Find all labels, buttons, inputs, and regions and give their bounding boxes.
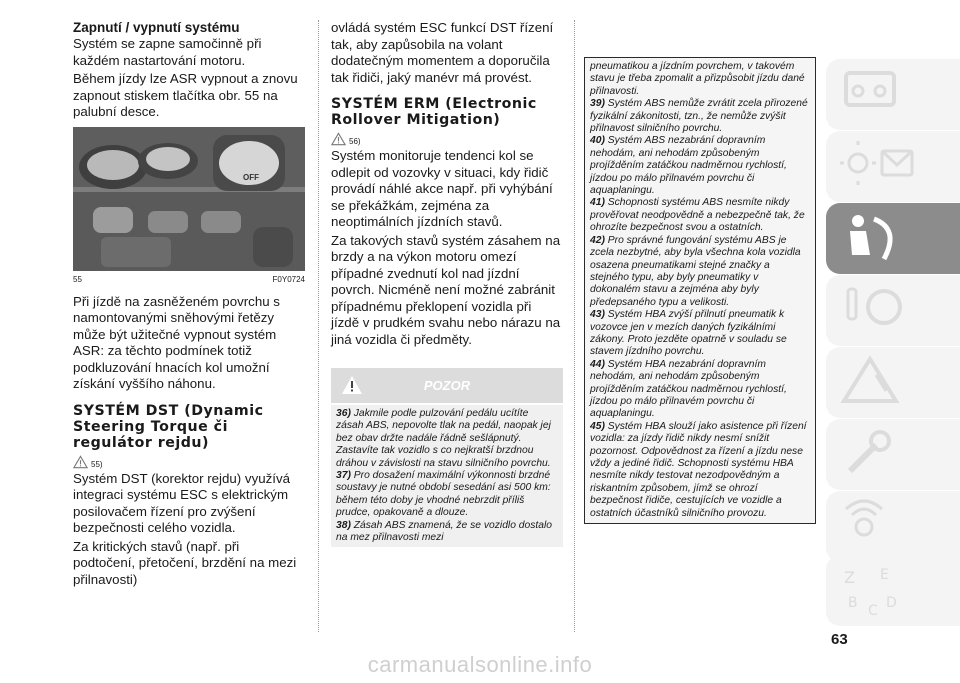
note-intro: pneumatikou a jízdním povrchem, v takovém stavu je třeba zpomalit a přizpůsobit jízdu dané přilnavosti. xyxy=(590,61,805,97)
chapter-tab-index[interactable] xyxy=(826,555,960,626)
note-number: 40) xyxy=(590,135,605,147)
warning-note xyxy=(590,309,810,359)
note-number: 36) xyxy=(336,408,351,419)
warning-note xyxy=(590,421,810,520)
svg-text:B: B xyxy=(848,595,858,611)
note-number: 43) xyxy=(590,309,605,321)
note-number: 45) xyxy=(590,420,605,432)
paragraph: Systém se zapne samočinně při každém nastartování motoru. xyxy=(73,36,262,68)
warning-note xyxy=(590,135,810,197)
section-heading: SYSTÉM DST (Dynamic Steering Torque či regulátor rejdu) xyxy=(73,402,264,451)
note-number: 41) xyxy=(590,197,605,209)
note-text: Systém ABS nezabrání dopravním nehodám, ani nehodám způsobeným projížděním zatáčkou nadměrnou rychlostí, jízdou po málo přilnavém povrchu či aquaplaningu. xyxy=(590,135,787,197)
note-text: Zásah ABS znamená, že se vozidlo dostalo na mez přilnavosti mezi xyxy=(336,519,552,544)
note-text: Systém ABS nemůže zvrátit zcela přirozené fyzikální zákonitosti, tzn., že nemůže zvýšit přilnavost silničního povrchu. xyxy=(590,98,808,135)
chapter-tab-maintenance[interactable] xyxy=(826,419,960,490)
chapter-tab-safety[interactable] xyxy=(826,203,960,274)
warning-triangle-icon xyxy=(331,132,346,146)
warning-notes-continued xyxy=(584,57,816,524)
note-text: Jakmile podle pulzování pedálu ucítíte zásah ABS, nepovolte tlak na pedál, naopak jej bez obav držte nadále řádně sešlápnutý. Zastavíte tak vozidlo s co nejkratší brzdnou dráhou v závislosti na stavu silničního povrchu. xyxy=(336,408,551,469)
warning-reference xyxy=(331,130,563,146)
svg-text:C: C xyxy=(868,603,878,619)
column-2 xyxy=(331,20,563,547)
column-divider xyxy=(574,20,575,632)
figure-number: 55 xyxy=(73,274,82,284)
note-text: Pro dosažení maximální výkonnosti brzdné soustavy je nutné období sesedání asi 500 km: během této doby je vhodné nebrzdit příliš prudce, opakovaně a dlouze. xyxy=(336,470,551,519)
svg-text:Z: Z xyxy=(844,568,855,587)
paragraph: Systém DST (korektor rejdu) využívá integraci systému ESC s elektrickým posilovačem řízení pro zvýšení bezpečnosti celého vozidla. xyxy=(73,470,290,535)
note-text: Systém HBA slouží jako asistence při řízení vozidla: za jízdy řidič nikdy nesmí snížit pozornost. Odpovědnost za řízení a jízdu nese vždy a jediné řidič. Schopnosti systému HBA nesmíte nikdy testovat nezodpovědným a riskantním způsobem, jímž se ohrozí bezpečnost řidiče, cestujících ve vozidle a ostatních účastníků silničního provozu. xyxy=(590,420,807,519)
chapter-tab-emergency[interactable] xyxy=(826,347,960,418)
chapter-tab-multimedia[interactable] xyxy=(826,491,960,562)
note-text: Pro správné fungování systému ABS je zcela nezbytné, aby byla všechna kola vozidla osazena pneumatikami stejné značky a stejného typu, aby byly pneumatiky v dokonalém stavu a zejména aby byly předepsaného typu a velikosti. xyxy=(590,234,801,308)
warning-lights-icon xyxy=(840,139,920,191)
multimedia-icon xyxy=(840,499,910,551)
warning-triangle-icon xyxy=(840,355,910,407)
warning-ref-number: 56) xyxy=(349,137,361,146)
note-text: Systém HBA zvýší přilnutí pneumatik k vozovce jen v mezích daných fyzikálními zákony. Proto jezděte opatrně v souladu se stavem jízdního povrchu. xyxy=(590,309,787,358)
section-subheading: Zapnutí / vypnutí systému xyxy=(73,20,240,35)
chapter-tab-dashboard[interactable] xyxy=(826,59,960,130)
column-divider xyxy=(318,20,319,632)
warning-triangle-icon xyxy=(73,455,88,469)
section-heading: SYSTÉM ERM (Electronic Rollover Mitigation) xyxy=(331,96,537,128)
paragraph: Systém monitoruje tendenci kol se odlepit od vozovky v situaci, kdy řidič provádí náhlé akce např. při vyhýbání se překážkám, zejména za neoptimálních jízdních stavů. xyxy=(331,148,553,229)
car-dashboard-icon xyxy=(840,67,900,119)
warning-notes xyxy=(331,405,563,547)
svg-text:E: E xyxy=(880,567,889,583)
page-number: 63 xyxy=(831,631,848,648)
warning-note xyxy=(590,359,810,421)
chapter-tab-warning-lights[interactable] xyxy=(826,131,960,202)
figure-image xyxy=(73,127,305,271)
paragraph: Za takových stavů systém zásahem na brzdy a na výkon motoru omezí případné zvednutí kol nad jízdní povrch. Nicméně není možné zabránit případnému překlopení vozidla při jízdě v prudkém svahu nebo nárazu na jiná vozidla či předměty. xyxy=(331,232,561,347)
warning-banner xyxy=(331,368,563,403)
dashboard-button-illustration xyxy=(73,127,305,271)
warning-banner-label: POZOR xyxy=(423,378,471,393)
chapter-tab-driving[interactable] xyxy=(826,275,960,346)
warning-ref-number: 55) xyxy=(91,459,103,469)
figure-caption xyxy=(73,275,305,284)
paragraph: Při jízdě na zasněženém povrchu s namontovanými sněhovými řetězy může být užitečné vypnout systém ASR: za těchto podmínek totiž podkluzování hnacích kol umožní získání vyššího náhonu. xyxy=(73,293,280,391)
paragraph: Za kritických stavů (např. při podtočení, přetočení, brzdění na mezi přilnavosti) xyxy=(73,538,297,587)
note-number: 39) xyxy=(590,98,605,110)
paragraph: ovládá systém ESC funkcí DST řízení tak, aby zapůsobila na volant dodatečným momentem a doporučila tak řidiči, jaký manévr má provést. xyxy=(331,20,554,85)
warning-note xyxy=(336,520,558,545)
note-number: 44) xyxy=(590,358,605,370)
note-number: 37) xyxy=(336,470,351,482)
warning-note xyxy=(590,98,810,135)
warning-reference xyxy=(73,453,305,469)
warning-note xyxy=(336,470,558,520)
off-label: OFF xyxy=(243,172,259,182)
column-1 xyxy=(73,20,305,590)
note-number: 42) xyxy=(590,234,605,246)
paragraph: Během jízdy lze ASR vypnout a znovu zapnout stiskem tlačítka obr. 55 na palubní desce. xyxy=(73,71,298,119)
note-number: 38) xyxy=(336,519,351,531)
svg-text:D: D xyxy=(886,595,897,611)
service-wrench-icon xyxy=(840,427,910,479)
key-steering-icon xyxy=(840,283,910,335)
warning-note xyxy=(336,408,558,470)
seat-airbag-icon xyxy=(840,211,910,267)
footer-watermark: carmanualsonline.info xyxy=(367,652,593,677)
warning-note xyxy=(590,197,810,234)
index-letters-icon xyxy=(840,563,910,619)
note-text: Schopnosti systému ABS nesmíte nikdy prověřovat neodpovědně a nebezpečně tak, že ohrozíte bezpečnost svou a ostatních. xyxy=(590,197,805,234)
warning-note xyxy=(590,235,810,309)
note-text: Systém HBA nezabrání dopravním nehodám, ani nehodám způsobeným projížděním zatáčkou nadměrnou rychlostí, jízdou po málo přilnavém povrchu či aquaplaningu. xyxy=(590,358,787,420)
figure-code: F0Y0724 xyxy=(272,274,305,284)
